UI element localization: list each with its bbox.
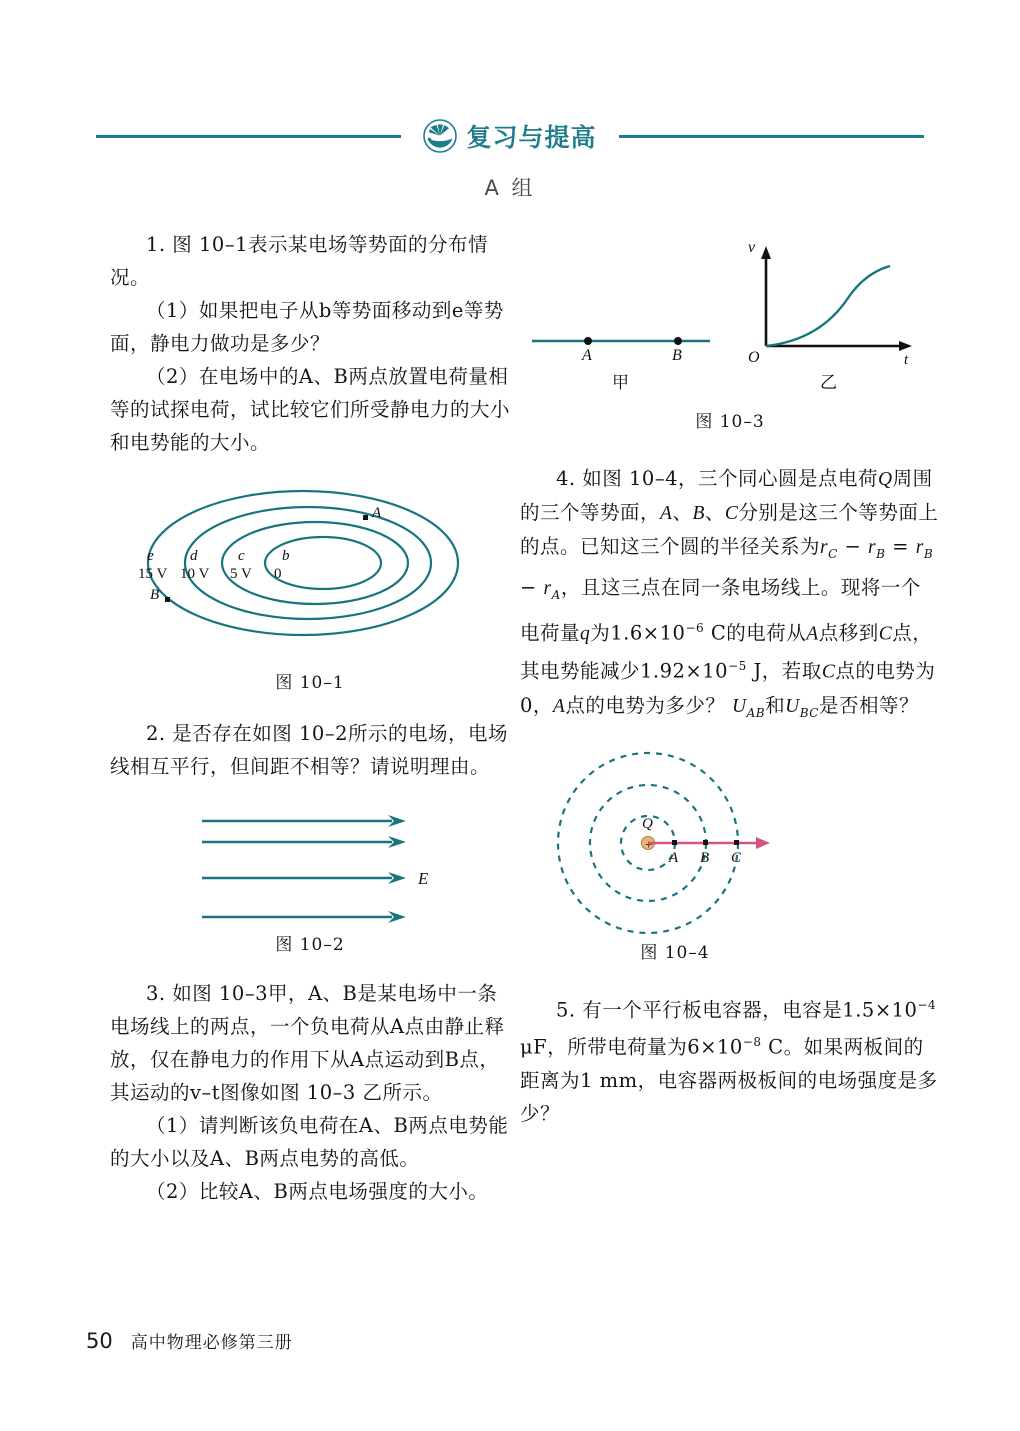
question-3-part-2: （2）比较A、B两点电场强度的大小。	[146, 1180, 489, 1203]
svg-text:A: A	[669, 849, 679, 866]
svg-text:A: A	[582, 347, 592, 364]
page-footer	[86, 1328, 293, 1353]
question-1-part-2: （2）在电场中的A、B两点放置电荷量相等的试探电荷，试比较它们所受静电力的大小和电势能的大小。	[110, 365, 511, 454]
page-number: 50	[86, 1329, 113, 1353]
question-3-part-1: （1）请判断该负电荷在A、B两点电势能的大小以及A、B两点电势的高低。	[110, 1114, 509, 1170]
header-rule-right	[619, 135, 924, 138]
svg-text:B: B	[150, 587, 160, 603]
figure-10-1-caption: 图 10–1	[275, 673, 345, 693]
svg-text:e: e	[147, 548, 154, 564]
question-1-part-1: （1）如果把电子从b等势面移动到e等势面，静电力做功是多少？	[110, 299, 504, 355]
group-title: A 组	[484, 176, 536, 200]
svg-text:Q: Q	[642, 815, 653, 832]
fan-emblem-icon	[423, 119, 457, 153]
question-5-stem: 5. 有一个平行板电容器，电容是$1.5\times 10^{-4}$ μF，所带电荷量为$6\times 10^{-8}$ C。如果两板间的距离为1 mm，电容器两极板间的电场强度是多少？	[520, 997, 938, 1125]
svg-text:E: E	[418, 869, 429, 888]
figure-10-2	[110, 805, 510, 955]
svg-text:A: A	[372, 505, 382, 521]
header-title: 复习与提高	[466, 123, 597, 152]
figure-10-3-caption: 图 10–3	[695, 412, 765, 432]
figure-10-1	[110, 481, 510, 693]
svg-text:C: C	[731, 849, 742, 866]
svg-text:甲: 甲	[612, 373, 629, 393]
section-header	[0, 112, 1020, 160]
figure-10-3	[520, 228, 940, 432]
svg-text:c: c	[238, 548, 245, 564]
svg-text:d: d	[190, 548, 198, 564]
svg-text:0: 0	[274, 566, 282, 582]
svg-text:15 V: 15 V	[138, 566, 168, 582]
question-4-stem: 4. 如图 10–4，三个同心圆是点电荷Q周围的三个等势面，A、B、C分别是这三个等势面上的点。已知这三个圆的半径关系为$r_C - r_B = r_B - r_A$，且这三点在同一条电场线上。现将一个电荷量q为$1.6\times 10^{-6}$ C的电荷从A点移到C点，其电势能减少$1.92\times 10^{-5}$ J，若取C点的电势为0，A点的电势为多少？ $U_{AB}$和$U_{BC}$是否相等？	[520, 467, 939, 720]
svg-text:O: O	[748, 349, 760, 366]
svg-text:t: t	[904, 352, 909, 368]
svg-text:B: B	[700, 849, 710, 866]
figure-10-2-caption: 图 10–2	[275, 935, 345, 955]
question-3-stem: 3. 如图 10–3甲，A、B是某电场中一条电场线上的两点，一个负电荷从A点由静止释放，仅在静电力的作用下从A点运动到B点，其运动的v–t图像如图 10–3 乙所示。	[110, 982, 505, 1104]
svg-text:+: +	[644, 839, 653, 851]
svg-text:乙: 乙	[820, 373, 837, 393]
question-1-stem: 1. 图 10–1表示某电场等势面的分布情况。	[110, 233, 488, 289]
question-2-stem: 2. 是否存在如图 10–2所示的电场，电场线相互平行，但间距不相等？请说明理由。	[110, 722, 508, 778]
left-column	[110, 228, 510, 1208]
svg-text:10 V: 10 V	[180, 566, 210, 582]
figure-10-4-caption: 图 10–4	[640, 942, 710, 963]
right-column	[520, 228, 940, 1130]
figure-10-4	[520, 748, 940, 963]
svg-text:B: B	[672, 347, 682, 364]
header-brand	[423, 118, 596, 154]
book-title: 高中物理必修第三册	[130, 1333, 293, 1353]
svg-text:b: b	[282, 548, 290, 564]
svg-text:v: v	[748, 239, 756, 256]
svg-text:5 V: 5 V	[230, 566, 252, 582]
header-rule-left	[96, 135, 401, 138]
